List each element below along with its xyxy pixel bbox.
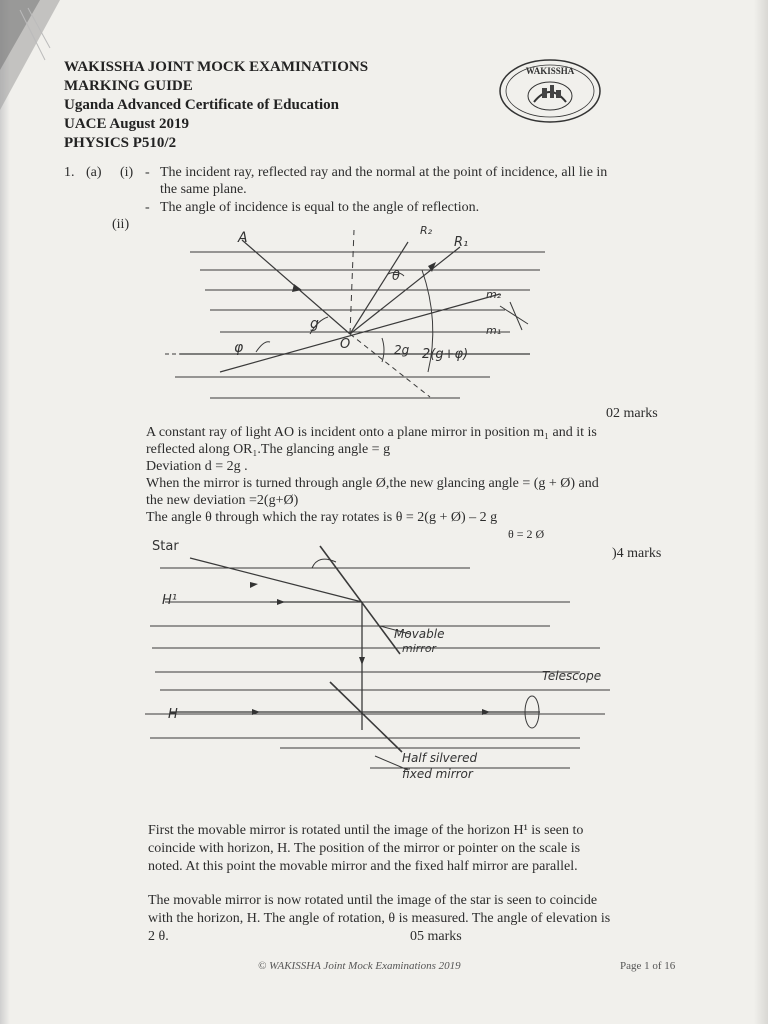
law1-line2: the same plane. [160, 182, 247, 197]
label-phi: φ [234, 340, 244, 356]
label-A: A [238, 230, 248, 246]
marks-05: 05 marks [410, 929, 462, 944]
diagram-sextant [140, 530, 620, 780]
label-m1: m₁ [486, 324, 502, 337]
footer-copyright: © WAKISSHA Joint Mock Examinations 2019 [258, 960, 461, 972]
label-theta: θ [392, 269, 400, 284]
label-half-silvered: Half silvered [402, 751, 478, 765]
law-bullet: - [145, 165, 150, 180]
paragraph2-line2: with the horizon, H. The angle of rotation, θ is measured. The angle of elevation is [148, 911, 611, 926]
label-2g-plus-phi: 2(g+φ) [422, 347, 469, 362]
page-edge-left [0, 0, 10, 1024]
paragraph1-line3: noted. At this point the movable mirror and the fixed half mirror are parallel. [148, 859, 578, 874]
logo-text: WAKISSHA [525, 66, 575, 76]
paragraph1-line1: First the movable mirror is rotated until the image of the horizon H¹ is seen to [148, 823, 584, 838]
marks-04: )4 marks [612, 546, 662, 561]
page-edge-right [754, 0, 768, 1024]
explanation-line2: reflected along OR₁.The glancing angle = g [146, 442, 391, 457]
explanation-result: θ = 2 Ø [508, 527, 545, 541]
label-mirror: mirror [402, 642, 437, 655]
label-R2: R₂ [420, 224, 433, 237]
law-bullet: - [145, 200, 150, 215]
law2-line: The angle of incidence is equal to the angle of reflection. [160, 200, 480, 215]
label-fixed-mirror: fixed mirror [402, 767, 473, 780]
part-i-label: (i) [120, 165, 134, 180]
label-H: H [168, 707, 178, 722]
explanation-line1: A constant ray of light AO is incident onto a plane mirror in position m₁ and it is [146, 425, 597, 440]
footer-page-number: Page 1 of 16 [620, 960, 676, 972]
part-ii-label: (ii) [112, 217, 130, 232]
label-m2: m₂ [486, 288, 502, 301]
label-telescope: Telescope [542, 669, 602, 683]
label-star: Star [152, 539, 179, 554]
law1-line1: The incident ray, reflected ray and the normal at the point of incidence, all lie in [160, 165, 608, 180]
label-movable: Movable [394, 627, 445, 641]
question-number: 1. [64, 165, 75, 180]
header-session: UACE August 2019 [64, 116, 190, 132]
header-certificate: Uganda Advanced Certificate of Education [64, 97, 339, 113]
diagram-rotating-mirror [160, 222, 560, 402]
header-paper-code: PHYSICS P510/2 [64, 135, 177, 151]
scan-corner-shadow [0, 0, 70, 120]
explanation-line4: When the mirror is turned through angle Ø,the new glancing angle = (g + Ø) and [146, 476, 599, 491]
explanation-line6: The angle θ through which the ray rotates is θ = 2(g + Ø) – 2 g [146, 510, 498, 525]
explanation-line5: the new deviation =2(g+Ø) [146, 493, 299, 508]
header-subtitle: MARKING GUIDE [64, 78, 193, 94]
header-title: WAKISSHA JOINT MOCK EXAMINATIONS [64, 59, 369, 75]
part-a-label: (a) [86, 165, 102, 180]
paragraph2-line1: The movable mirror is now rotated until the image of the star is seen to coincide [148, 893, 598, 908]
label-2g: 2g [394, 343, 410, 357]
wakissha-logo [498, 58, 602, 124]
label-R1: R₁ [454, 235, 469, 250]
label-g: g [310, 316, 319, 332]
document-header [64, 58, 368, 153]
paragraph2-line3: 2 θ. [148, 929, 169, 944]
paragraph1-line2: coincide with horizon, H. The position of the mirror or pointer on the scale is [148, 841, 581, 856]
explanation-line3: Deviation d = 2g . [146, 459, 248, 474]
marks-02: 02 marks [606, 406, 658, 421]
label-H1: H¹ [162, 593, 177, 608]
label-O: O [340, 337, 351, 352]
